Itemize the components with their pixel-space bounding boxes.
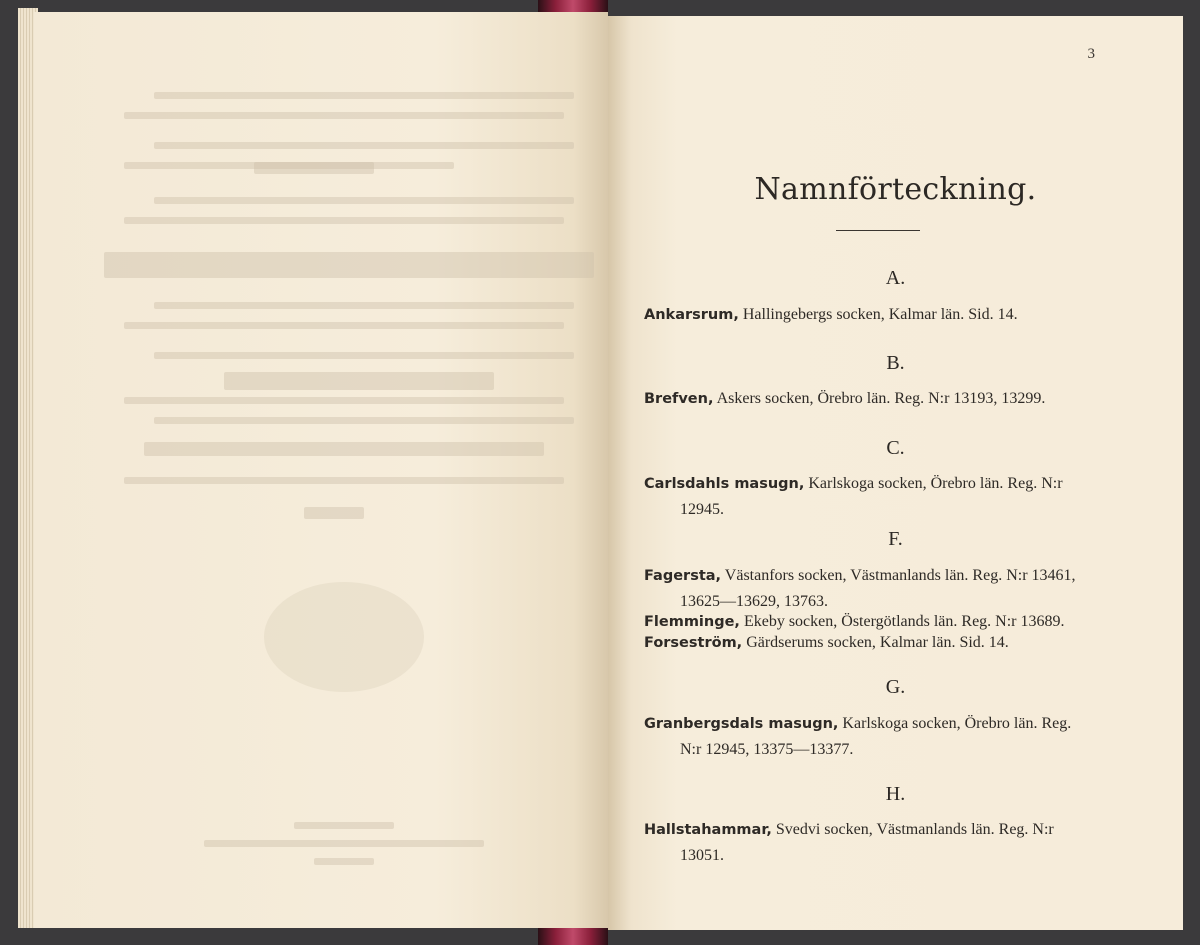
bleed-through-line [254, 162, 374, 174]
bleed-through-line [224, 372, 494, 390]
section-letter-f: F. [888, 528, 903, 550]
entry-name: Hallstahammar, [644, 822, 772, 838]
entry-continuation: N:r 12945, 13375—13377. [680, 741, 854, 758]
left-page-blank [34, 12, 608, 928]
entry-text: Västanfors socken, Västmanlands län. Reg. N:r 13461, [724, 567, 1076, 584]
title-rule [836, 230, 920, 231]
bleed-through-line [144, 442, 544, 456]
section-letter-c: C. [886, 437, 905, 459]
entry-name: Brefven, [644, 391, 714, 407]
index-entry [644, 817, 1124, 868]
bleed-through-line [154, 197, 574, 204]
entry-name: Forseström, [644, 635, 743, 651]
entry-name: Ankarsrum, [644, 307, 739, 323]
entry-text: Hallingebergs socken, Kalmar län. Sid. 14. [742, 306, 1018, 323]
index-entry [644, 386, 1124, 412]
bleed-through-line [154, 417, 574, 424]
book-spine-bottom [538, 928, 608, 945]
index-entry [644, 563, 1124, 614]
bleed-through-line [124, 322, 564, 329]
entry-text: Karlskoga socken, Örebro län. Reg. N:r [808, 475, 1063, 492]
bleed-through-line [104, 252, 594, 278]
entry-text: Askers socken, Örebro län. Reg. N:r 13193, 13299. [716, 390, 1046, 407]
section-letter-a: A. [885, 267, 906, 289]
entry-name: Carlsdahls masugn, [644, 476, 805, 492]
entry-name: Fagersta, [644, 568, 722, 584]
entry-name: Flemminge, [644, 614, 740, 630]
section-letter-b: B. [886, 352, 905, 374]
entry-text: Gärdserums socken, Kalmar län. Sid. 14. [746, 634, 1009, 651]
bleed-through-line [124, 217, 564, 224]
entry-continuation: 13051. [680, 847, 724, 864]
bleed-through-line [154, 142, 574, 149]
bleed-through-line [124, 112, 564, 119]
page-number: 3 [1087, 46, 1095, 62]
entry-continuation: 13625—13629, 13763. [680, 593, 828, 610]
index-entry [644, 711, 1124, 762]
entry-continuation: 12945. [680, 501, 724, 518]
section-letter-g: G. [885, 676, 906, 698]
entry-text: Karlskoga socken, Örebro län. Reg. [842, 715, 1072, 732]
bleed-through-line [154, 302, 574, 309]
bleed-through-line [124, 477, 564, 484]
section-letter-h: H. [885, 783, 906, 805]
index-entry [644, 630, 1124, 656]
bleed-through-line [294, 822, 394, 829]
bleed-through-emblem [264, 582, 424, 692]
bleed-through-line [124, 397, 564, 404]
bleed-through-line [204, 840, 484, 847]
right-page [608, 16, 1183, 930]
index-entry [644, 471, 1124, 522]
entry-text: Svedvi socken, Västmanlands län. Reg. N:r [775, 821, 1054, 838]
bleed-through-line [304, 507, 364, 519]
index-entry [644, 302, 1124, 328]
page-title: Namnförteckning. [754, 172, 1037, 207]
bleed-through-line [154, 352, 574, 359]
bleed-through-line [314, 858, 374, 865]
entry-text: Ekeby socken, Östergötlands län. Reg. N:r 13689. [743, 613, 1065, 630]
entry-name: Granbergsdals masugn, [644, 716, 839, 732]
bleed-through-line [154, 92, 574, 99]
